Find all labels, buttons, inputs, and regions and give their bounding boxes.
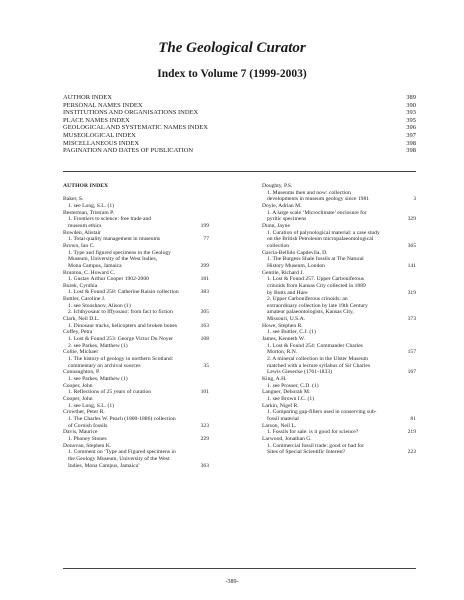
index-entry	[262, 203, 416, 223]
entry-item	[63, 436, 209, 443]
toc-row	[63, 140, 416, 148]
table-of-contents	[63, 94, 416, 155]
entry-name: Crowther, Peter R.	[63, 409, 105, 416]
index-title: Index to Volume 7 (1999-2003)	[157, 68, 307, 80]
entry-item	[262, 230, 416, 250]
entry-item	[262, 256, 416, 269]
toc-label: AUTHOR INDEX	[63, 94, 112, 101]
entry-item	[262, 329, 416, 336]
entry-item-title: 2. see Parkes, Matthew (1)	[68, 342, 128, 349]
entry-item-page: 35	[203, 362, 209, 369]
entry-name: Davis, Maurice	[63, 429, 98, 436]
journal-title: The Geological Curator	[158, 40, 306, 56]
entry-item	[63, 336, 209, 343]
entry-item	[63, 416, 209, 429]
entry-item-page: 157	[407, 349, 416, 356]
entry-name: Baker, S.	[63, 196, 84, 203]
entry-item-title: 1. Gustav Arthur Cooper 1902-2000	[68, 276, 149, 283]
entry-item-title: 1. The Charles W. Peach (1800-1886) collection of Cornish fossils	[68, 415, 176, 429]
entry-item	[262, 396, 416, 403]
toc-label: PLACE NAMES INDEX	[63, 116, 130, 124]
entry-item-title: 1. Comment on ‘Type and Figured specimens in the Geology Museum, University of the West Indies, Mona Campus, Jamaica’	[68, 449, 176, 469]
entry-name: Buttler, Caroline J.	[63, 296, 106, 303]
entry-item-title: 1. see Long, S.L. (1)	[68, 402, 114, 409]
index-entry	[63, 409, 209, 429]
entry-item-title: 1. see Long, S.L. (1)	[68, 202, 114, 209]
entry-item-page: 299	[200, 262, 209, 269]
entry-name: James, Kenneth W.	[262, 336, 305, 343]
entry-name: Coffey, Petra	[63, 329, 93, 336]
entry-item-page: 305	[200, 309, 209, 316]
index-entry	[63, 296, 209, 316]
entry-name: Burek, Cynthia	[63, 282, 98, 289]
entry-name: Brown, Ian C.	[63, 242, 95, 249]
entry-item-title: 1. Lost & Found 254: Commander Charles Morton, R.N.	[267, 342, 363, 356]
entry-item-title: 1. Frontiers to science: free trade and museum ethics	[68, 216, 152, 229]
entry-item	[63, 216, 209, 229]
entry-item-title: 1. Reflections of 25 years of curation	[68, 389, 152, 396]
index-entry	[63, 349, 209, 369]
entry-name: Howe, Stephen R.	[262, 322, 303, 329]
entry-name: Collie, Michael	[63, 349, 98, 356]
index-entry	[63, 429, 209, 442]
entry-item	[262, 429, 416, 436]
entry-item-title: 1. Phoney Stones	[68, 435, 107, 442]
entry-item-title: 1. Lost & Found 253: George Victor Du Noyer	[68, 336, 173, 343]
left-column	[63, 183, 209, 469]
entry-item-page: 329	[407, 216, 416, 223]
entry-item-page: 323	[200, 422, 209, 429]
index-entry	[63, 230, 209, 243]
toc-row	[63, 147, 416, 155]
entry-item	[262, 296, 416, 323]
index-entry	[262, 223, 416, 250]
entry-item-page: 363	[200, 462, 209, 469]
toc-page: 395	[406, 116, 416, 124]
entry-name: Clark, Neil D.L.	[63, 316, 100, 323]
entry-item-title: 1. see Buttler, C.J. (1)	[267, 329, 316, 336]
entry-item	[262, 276, 416, 296]
entry-name: King, A.H.	[262, 376, 287, 383]
toc-row	[63, 94, 416, 102]
entry-item-page: 101	[200, 389, 209, 396]
index-entry	[262, 423, 416, 436]
entry-item-title: 1. see Brown I.C. (1)	[267, 396, 315, 402]
entry-item-page: 199	[200, 222, 209, 229]
entry-item	[63, 203, 209, 210]
index-entry	[63, 283, 209, 296]
right-entries	[262, 183, 416, 456]
page-number: -389-	[225, 579, 239, 585]
entry-item	[262, 383, 416, 390]
entry-item	[63, 309, 209, 316]
entry-item-title: 1. Dinosaur tracks, helicopters and broken bones	[68, 322, 178, 329]
entry-name: Larwood, Jonathan G.	[262, 435, 312, 442]
entry-item-title: 1. Lost & Found 257. Upper Carboniferous crinoids from Kansas City collected in 1889 by Butts and Hare	[267, 276, 366, 296]
index-entry	[63, 243, 209, 270]
entry-item-title: 1. A large scale ‘Microclimate’ enclosure for pyritic specimens	[267, 209, 367, 223]
index-entry	[63, 270, 209, 283]
toc-label: PAGINATION AND DATES OF PUBLICATION	[63, 147, 194, 155]
entry-name: Gentile, Richard J.	[262, 269, 304, 276]
toc-page: 389	[406, 94, 416, 101]
entry-item-title: 1. Museums then and now: collection developments in museum geology since 1981	[267, 189, 370, 203]
entry-item-page: 219	[407, 429, 416, 436]
index-entry	[262, 183, 416, 203]
entry-item-title: 1. Commercial fossil trade: good or bad for Sites of Special Scientific Interest?	[267, 442, 364, 456]
toc-page: 393	[406, 109, 416, 117]
index-entry	[262, 376, 416, 389]
index-entry	[63, 396, 209, 409]
index-entry	[262, 389, 416, 402]
entry-item-title: 1. Lost & Found 258: Catherine Raisin collection	[68, 289, 179, 296]
toc-row	[63, 132, 416, 140]
index-entry	[262, 323, 416, 336]
entry-name: Besterman, Tristram P.	[63, 209, 114, 216]
entry-name: Connaughton, P.	[63, 369, 100, 376]
entry-item-page: 319	[407, 289, 416, 296]
entry-item-page: 223	[407, 449, 416, 456]
entry-item-page: 383	[200, 289, 209, 296]
entry-item	[262, 210, 416, 223]
right-column	[262, 183, 416, 456]
entry-item-page: 3	[413, 196, 416, 203]
toc-row	[63, 102, 416, 110]
index-entry	[63, 443, 209, 470]
entry-item	[262, 409, 416, 422]
entry-item-title: 1. see Parkes, Matthew (1)	[68, 376, 128, 383]
entry-name: Larson, Neil L.	[262, 422, 297, 429]
entry-item-title: 1. Comparing gap-fillers used in conserving sub- fossil material	[267, 409, 377, 422]
entry-item-title: 1. see Prosser, C.D. (1)	[267, 382, 319, 389]
entry-item	[262, 343, 416, 356]
entry-item-page: 365	[407, 242, 416, 249]
index-entry	[262, 336, 416, 376]
entry-item	[262, 443, 416, 456]
entry-item-title: 1. Curation of palynological material: a case study on the British Petroleum micropalaeontological collection	[267, 229, 380, 249]
entry-item-title: 2. Upper Carboniferous crinoids: an extraordinary collection by late 19th Century amateur palaeontologists, Kansas City, Missouri, U.S.A.	[267, 296, 368, 323]
index-entry	[262, 403, 416, 423]
entry-item	[63, 236, 209, 243]
entry-item-title: 2. Ichthyosaur to Iffyosaur: from fact to fiction	[68, 309, 173, 316]
entry-item-page: 141	[407, 262, 416, 269]
entry-item	[63, 389, 209, 396]
index-entry	[63, 316, 209, 329]
toc-row	[63, 124, 416, 132]
toc-label: INSTITUTIONS AND ORGANISATIONS INDEX	[63, 109, 199, 117]
entry-item	[262, 190, 416, 203]
index-entry	[262, 250, 416, 270]
entry-item	[63, 376, 209, 383]
toc-row	[63, 109, 416, 117]
toc-row	[63, 117, 416, 125]
index-entry	[63, 369, 209, 382]
index-entry	[63, 329, 209, 349]
entry-item-title: 1. Type and figured specimens in the Geology Museum, University of the West Indies, Mona Campus, Jamaica	[68, 249, 171, 269]
entry-item	[262, 356, 416, 376]
entry-item-page: 81	[410, 415, 416, 422]
index-entry	[63, 210, 209, 230]
entry-item	[63, 449, 209, 469]
entry-name: Donovan, Stephen K.	[63, 442, 112, 449]
section-heading: AUTHOR INDEX	[63, 183, 109, 189]
index-entry	[63, 196, 209, 209]
entry-name: García-Bellido Capdevila, D.	[262, 249, 328, 256]
entry-item	[63, 250, 209, 270]
entry-item-page: 167	[407, 369, 416, 376]
entry-item-page: 181	[200, 276, 209, 283]
index-entry	[262, 270, 416, 323]
entry-item	[63, 289, 209, 296]
toc-page: 390	[406, 101, 416, 109]
entry-item-page: 108	[200, 336, 209, 343]
toc-page: 397	[406, 131, 416, 139]
entry-item-page: 229	[200, 435, 209, 442]
entry-item-page: 373	[407, 316, 416, 323]
toc-page: 398	[406, 147, 416, 155]
entry-name: Dunn, Jayne	[262, 222, 290, 229]
entry-item-title: 1. Fossils for sale: is it good for science?	[267, 429, 359, 436]
entry-item	[63, 403, 209, 410]
entry-item-title: 1. The Burgess Shale fossils at The Natural History Museum, London	[267, 256, 364, 269]
entry-name: Langner, Deborah M.	[262, 389, 311, 396]
entry-name: Doughty, P.S.	[262, 183, 293, 189]
toc-page: 396	[406, 124, 416, 132]
entry-item	[63, 276, 209, 283]
entry-item	[63, 343, 209, 350]
toc-label: MISCELLANEOUS INDEX	[63, 139, 140, 147]
toc-label: MUSEOLOGICAL INDEX	[63, 131, 136, 139]
entry-item-title: 2. A mineral collection in the Ulster Museum matched with a lecture syllabus of Sir Charles Lewis Giesecke (1761-1833)	[267, 356, 370, 376]
index-entry	[63, 383, 209, 396]
entry-name: Bowden, Alistair	[63, 229, 101, 236]
entry-item-title: 1. Total quality management in museums	[68, 236, 161, 243]
entry-item	[63, 356, 209, 369]
index-entry	[262, 436, 416, 456]
toc-page: 398	[406, 139, 416, 147]
divider-bottom	[63, 568, 416, 569]
entry-name: Brunton, C. Howard C.	[63, 269, 116, 276]
entry-name: Doyle, Adrian M.	[262, 202, 302, 209]
entry-name: Cooper, John	[63, 382, 93, 389]
entry-item-page: 163	[200, 322, 209, 329]
entry-name: Larkin, Nigel R.	[262, 402, 299, 409]
entry-item-page: 77	[203, 236, 209, 243]
toc-label: GEOLOGICAL AND SYSTEMATIC NAMES INDEX	[63, 124, 208, 132]
entry-name: Cooper, John	[63, 395, 93, 402]
divider-top	[63, 171, 416, 172]
left-entries	[63, 196, 209, 469]
entry-item-title: 1. see Stooshnov, Alison (1)	[68, 302, 131, 309]
entry-item-title: 1. The history of geology in northern Scotland: commentary on archival sources	[68, 356, 174, 369]
toc-label: PERSONAL NAMES INDEX	[63, 101, 143, 109]
